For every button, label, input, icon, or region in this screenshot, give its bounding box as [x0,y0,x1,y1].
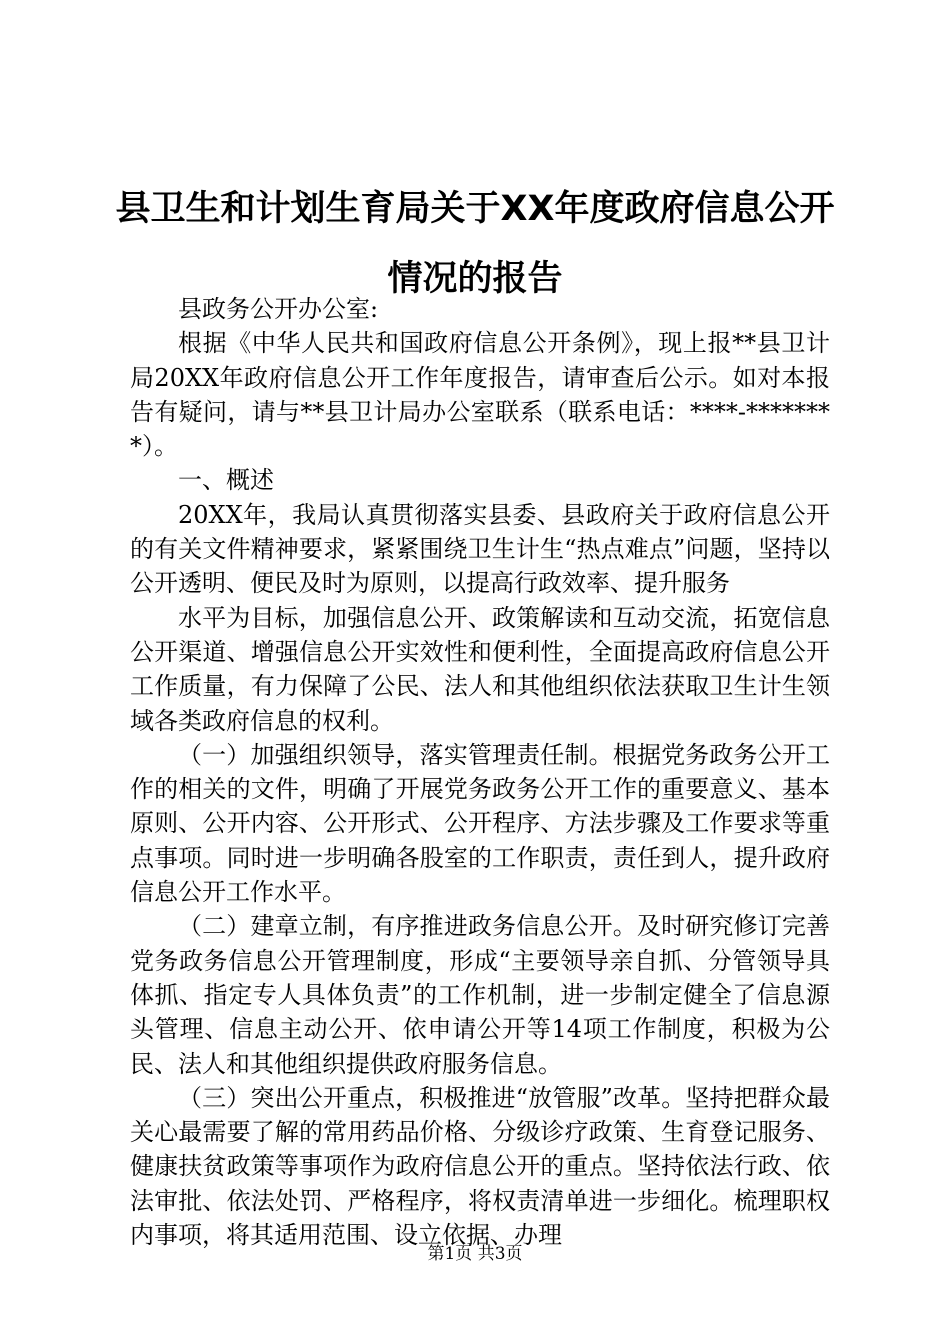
intro-paragraph: 根据《中华人民共和国政府信息公开条例》，现上报**县卫计局20XX年政府信息公开工作年度报告，请审查后公示。如对本报告有疑问，请与**县卫计局办公室联系（联系电话：****-********）。 [130,329,830,461]
item-1-paragraph: （一）加强组织领导，落实管理责任制。根据党务政务公开工作的相关的文件，明确了开展党务政务公开工作的重要意义、基本原则、公开内容、公开形式、公开程序、方法步骤及工作要求等重点事项。同时进一步明确各股室的工作职责，责任到人，提升政府信息公开工作水平。 [130,740,830,907]
item-3-paragraph: （三）突出公开重点，积极推进“放管服”改革。坚持把群众最关心最需要了解的常用药品价格、分级诊疗政策、生育登记服务、健康扶贫政策等事项作为政府信息公开的重点。坚持依法行政、依法审批、依法处罚、严格程序，将权责清单进一步细化。梳理职权内事项，将其适用范围、设立依据、办理 [130,1083,830,1250]
overview-paragraph-1: 20XX年，我局认真贯彻落实县委、县政府关于政府信息公开的有关文件精神要求，紧紧围绕卫生计生“热点难点”问题，坚持以公开透明、便民及时为原则，以提高行政效率、提升服务 [130,500,830,598]
page-footer: 第1页 共3页 [427,1244,523,1264]
item-2-paragraph: （二）建章立制，有序推进政务信息公开。及时研究修订完善党务政务信息公开管理制度，形成“主要领导亲自抓、分管领导具体抓、指定专人具体负责”的工作机制，进一步制定健全了信息源头管理、信息主动公开、依申请公开等14项工作制度，积极为公民、法人和其他组织提供政府服务信息。 [130,912,830,1078]
document-title: 县卫生和计划生育局关于XX年度政府信息公开情况的报告 [115,189,835,299]
overview-paragraph-2: 水平为目标，加强信息公开、政策解读和互动交流，拓宽信息公开渠道、增强信息公开实效性和便利性，全面提高政府信息公开工作质量，有力保障了公民、法人和其他组织依法获取卫生计生领域各类政府信息的权利。 [130,603,830,735]
section-heading-overview: 一、概述 [178,466,274,495]
document-body [130,292,830,1252]
addressee: 县政务公开办公室: [178,295,379,323]
